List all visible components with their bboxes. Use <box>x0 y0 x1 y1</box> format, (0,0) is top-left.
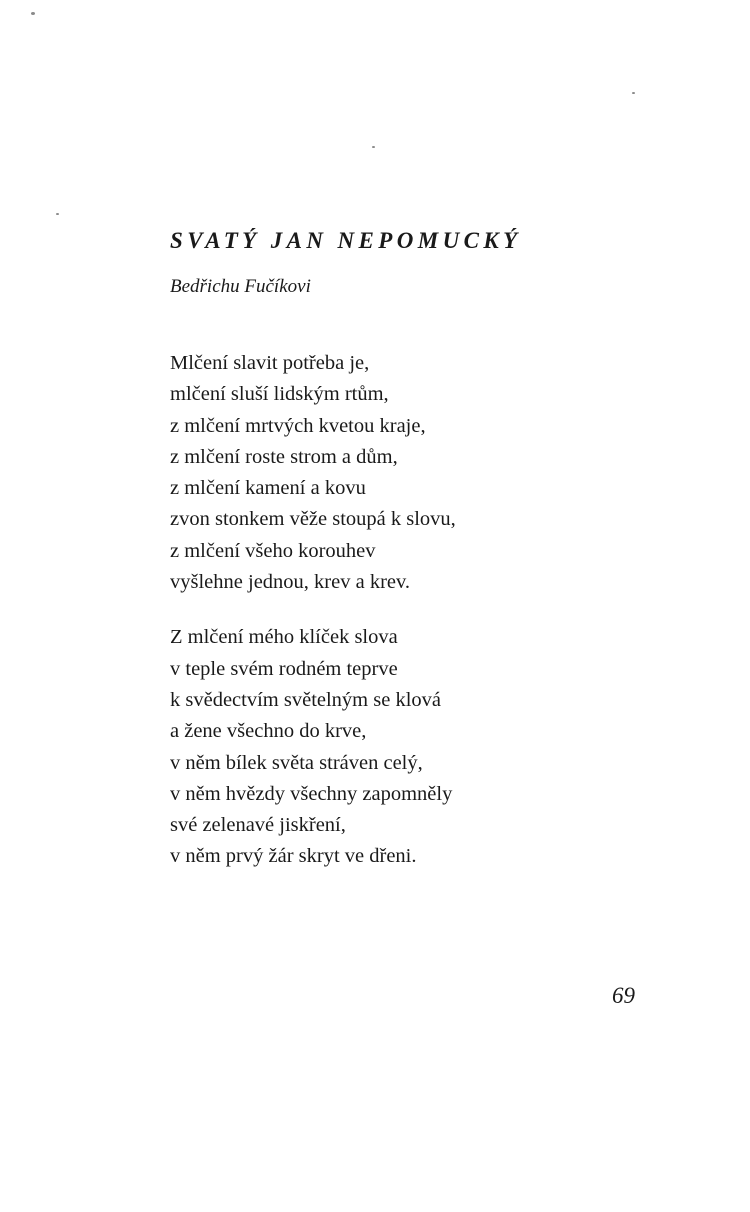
verse-line: mlčení sluší lidským rtům, <box>170 383 389 406</box>
verse-line: k svědectvím světelným se klová <box>170 688 441 711</box>
verse-line: v něm hvězdy všechny zapomněly <box>170 782 453 805</box>
verse-line: z mlčení všeho korouhev <box>170 539 376 562</box>
verse-line: v něm bílek světa stráven celý, <box>170 751 423 774</box>
verse-line: z mlčení roste strom a dům, <box>170 445 398 468</box>
verse-line: z mlčení kamení a kovu <box>170 477 366 500</box>
verse-line: Mlčení slavit potřeba je, <box>170 352 370 374</box>
poem <box>170 226 630 873</box>
verse-line: a žene všechno do krve, <box>170 720 367 743</box>
scan-speck <box>372 146 375 148</box>
verse-line: Z mlčení mého klíček slova <box>170 626 398 649</box>
poem-title: SVATÝ JAN NEPOMUCKÝ <box>170 228 522 253</box>
verse-line: své zelenavé jiskření, <box>170 814 346 837</box>
stanza-2 <box>170 622 630 872</box>
verse-line: v teple svém rodném teprve <box>170 657 398 680</box>
verse-line: zvon stonkem věže stoupá k slovu, <box>170 508 456 531</box>
page-number: 69 <box>612 983 635 1008</box>
stanza-1 <box>170 348 630 598</box>
verse-line: z mlčení mrtvých kvetou kraje, <box>170 414 426 437</box>
poem-dedication: Bedřichu Fučíkovi <box>170 276 311 297</box>
scan-speck <box>56 213 59 215</box>
scan-speck <box>31 12 35 15</box>
verse-line: vyšlehne jednou, krev a krev. <box>170 571 411 594</box>
scan-speck <box>632 92 635 94</box>
verse-line: v něm prvý žár skryt ve dřeni. <box>170 845 417 868</box>
